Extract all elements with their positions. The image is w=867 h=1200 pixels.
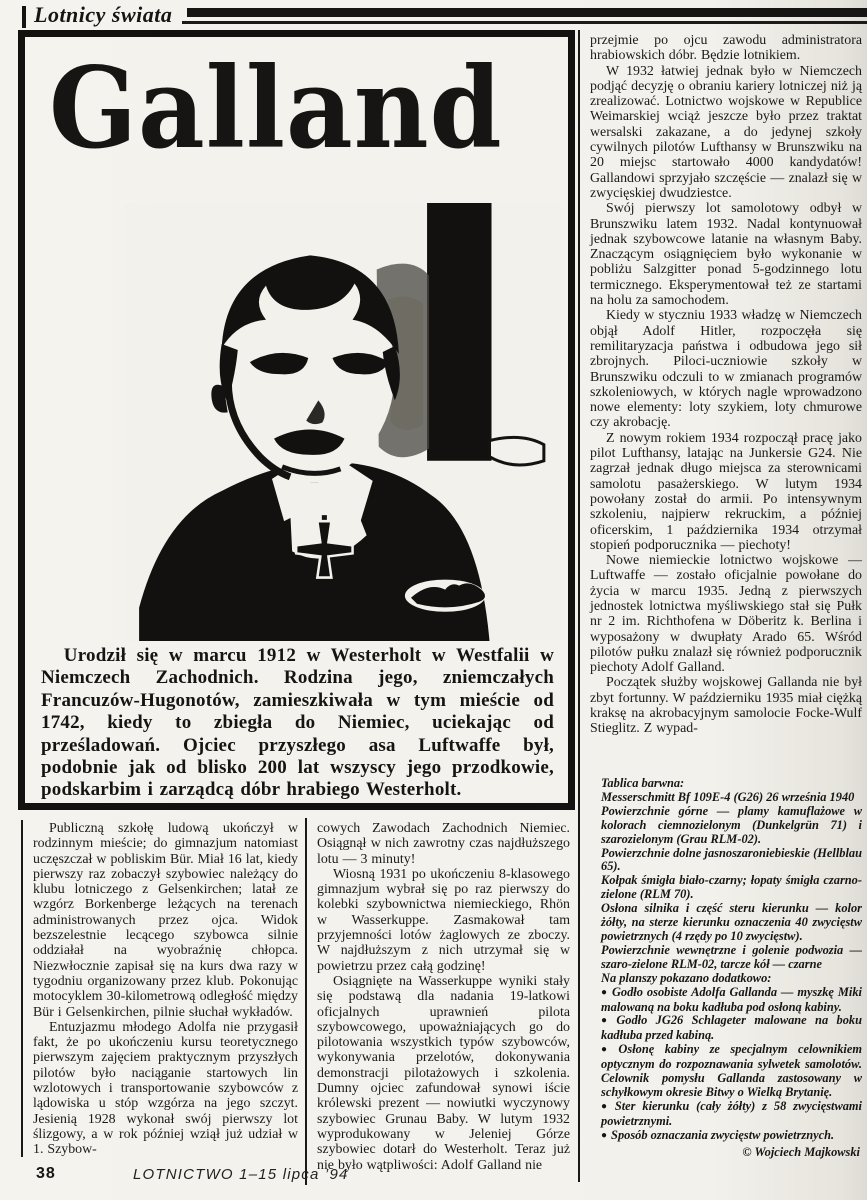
bullet-icon: ● — [601, 1044, 615, 1056]
bullet-text: Godło JG26 Schlageter malowane na boku kadłuba przed kabiną. — [601, 1013, 862, 1043]
paragraph: Swój pierwszy lot samolotowy odbył w Brunszwiku latem 1932. Nadal kontynuował jednak szybowcowe latanie na własnym Baby. Znaczącym osiągnięciem było wykonanie w pobliżu Salzgitter ponad 5-godzinnego lotu termicznego. Eksperymentował też ze startami na holu za samochodem. — [590, 201, 862, 309]
section-label: Lotnicy świata — [34, 2, 173, 27]
background-post — [427, 203, 491, 461]
color-table-line: Tablica barwna: — [601, 776, 685, 790]
paragraph: Entuzjazmu młodego Adolfa nie przygasił fakt, że po ukończeniu kursu teoretycznego pierwszym zajęciem praktycznym przyszłych pilotów było naciąganie startowych lin wzlotowych i transportowanie szybowców z lądowiska u stóp wzgórza na jego szczyt. Jesienią 1928 wykonał swój pierwszy lot ślizgowy, a w rok później wziął już udział w 1. Szybow- — [33, 1019, 298, 1158]
bullet-icon: ● — [601, 1129, 608, 1141]
paragraph: Osiągnięte na Wasserkuppe wyniki stały się podstawą dla nadania 19-latkowi oficjalnych uprawnień pilota szybowcowego, upoważniających go do pilotowania wszystkich typów szybowców, wykonywania przelotów, dokonywania demonstracji pilotażowych i szkolenia. Dumny ojciec zafundował synowi iście królewski prezent — nowiutki wyczynowy szybowiec Grunau Baby. W lutym 1932 wyprodukowany w Jeleniej Górze szybowiec dotarł do Westerholt. Teraz już nie było wątpliwości: Adolf Galland nie — [317, 973, 570, 1173]
bullet-item — [601, 1043, 862, 1100]
paragraph: Nowe niemieckie lotnictwo wojskowe — Luftwaffe — zostało oficjalnie powołane do życia w marcu 1935. Jedną z pierwszych jednostek lotnictwa myśliwskiego stał się Pułk nr 2 im. Richthofena w Döberitz k. Berlina i wyposażony w dwupłaty Arado 65. Wśród pilotów pułku znalazł się również podporucznik piechoty Adolf Galland. — [590, 553, 862, 676]
eagle-badge-icon — [405, 580, 486, 612]
column-rule-middle — [305, 818, 307, 1185]
body-column-2 — [317, 821, 570, 1173]
color-table-line: Powierzchnie dolne jasnoszaroniebieskie (Hellblau 65). — [601, 845, 862, 874]
paragraph: przejmie po ojcu zawodu administratora hrabiowskich dóbr. Będzie lotnikiem. — [590, 33, 862, 64]
column-rule-right — [578, 30, 580, 1182]
bullet-text: Sposób oznaczania zwycięstw powietrznych. — [611, 1127, 835, 1142]
color-table-line: Powierzchnie wewnętrzne i golenie podwozia — szaro-zielone RLM-02, tarcze kół — czarne — [601, 942, 862, 971]
paragraph: Wiosną 1931 po ukończeniu 8-klasowego gimnazjum wybrał się po raz pierwszy do kolebki szybownictwa niemieckiego, Rhön w Wasserkuppe. Zasmakował tam przyjemności lotów żaglowych ze zboczy. W najdłuższym z nich utrzymał się w powietrzu przez całą godzinę! — [317, 866, 570, 974]
bullet-item — [601, 1129, 862, 1144]
page-footer — [0, 1163, 560, 1193]
color-table-line: Kołpak śmigła biało-czarny; łopaty śmigła czarno-zielone (RLM 70). — [601, 873, 862, 902]
intro-block — [41, 645, 554, 802]
header-rule-thin — [182, 21, 867, 24]
body-column-1 — [33, 821, 298, 1161]
bullet-item — [601, 986, 862, 1015]
column-rule-left — [21, 820, 23, 1157]
bullet-icon: ● — [601, 1015, 613, 1027]
bullet-text: Ster kierunku (cały żółty) z 58 zwycięstwami powietrznymi. — [601, 1098, 863, 1128]
header-tick-mark — [22, 6, 26, 28]
bullet-icon: ● — [601, 1100, 611, 1112]
paragraph: Z nowym rokiem 1934 rozpoczął pracę jako pilot Lufthansy, latając na Junkersie G24. Nie zagrzał jednak długo miejsca za sterownicami samolotu pasażerskiego. W lutym 1934 powołany został do armii. Po intensywnym szkoleniu, najpierw rekruckim, a później oficerskim, 1 października 1934 otrzymał stopień podporucznika — piechoty! — [590, 430, 862, 553]
bullet-item — [601, 1014, 862, 1043]
body-column-3 — [590, 33, 862, 775]
paragraph: W 1932 łatwiej jednak było w Niemczech podjąć decyzję o obraniu kariery lotniczej niż ją zrealizować. Lotnictwo wojskowe w Republice Weimarskiej wciąż jeszcze było przez traktat wersalski zakazane, a do jedynej szkoły cywilnych pilotów Lufthansy w Brunszwiku na 20 miejsc startowało 4000 kandydatów! Gallandowi sprzyjało szczęście — znalazł się w zwycięskiej dwudziestce. — [590, 63, 862, 201]
bullet-icon: ● — [601, 986, 608, 998]
portrait-illustration — [125, 203, 563, 641]
color-table-line: Na planszy pokazano dodatkowo: — [601, 970, 772, 985]
paragraph: Kiedy w styczniu 1933 władzę w Niemczech objął Adolf Hitler, rozpoczęła się remilitaryzacja państwa i odbudowa jego sił zbrojnych. Piloci-uczniowie szkoły w Brunszwiku odczuli to w zmianach programów szkoleniowych, w których nagle wprowadzono nowe elementy: loty szykiem, loty chmurowe czy akrobację. — [590, 308, 862, 431]
color-table-line: Messerschmitt Bf 109E-4 (G26) 26 września 1940 — [601, 789, 855, 804]
bullet-item — [601, 1100, 862, 1129]
paragraph: Początek służby wojskowej Gallanda nie był zbyt fortunny. W październiku 1935 miał ciężką kraksę na akrobacyjnym samolocie Focke-Wulf Stieglitz. Z wypad- — [590, 675, 862, 737]
color-table-line: Powierzchnie górne — plamy kamuflażowe w kolorach ciemnozielonym (Dunkelgrün 71) i szarozielonym (Grau RLM-02). — [601, 803, 862, 846]
paragraph: Publiczną szkołę ludową ukończył w rodzinnym mieście; do gimnazjum natomiast uczęszczał w pobliskim Bür. Miał 16 lat, kiedy pierwszy raz zobaczył szybowiec należący do klubu lotniczego z Gelsenkirchen; latał ze wzgórz Borkenberge leżących na terenach administrowanych przez ojca. Widok bezszelestnie lecącego szybowca silnie oddziałał na wyobraźnię chłopca. Niezwłocznie zapisał się na kurs dwa razy w tygodniu organizowany przez klub. Pokonując motocyklem 30-kilometrową odległość między Bür i Gelsenkirchen, pilnie słuchał wykładów. — [33, 821, 298, 1020]
credit-line: © Wojciech Majkowski — [742, 1144, 860, 1159]
page-number: 38 — [36, 1165, 56, 1182]
bullet-text: Osłonę kabiny ze specjalnym celownikiem optycznym do rozpoznawania sylwetek samolotów. Celownik pomysłu Gallanda zastosowany w schyłkowym okresie Bitwy o Wielką Brytanię. — [601, 1042, 862, 1099]
color-table-line: Osłona silnika i część steru kierunku — kolor żółty, na sterze kierunku oznaczenia 40 zwycięstw powietrznych (4 rzędy po 10 zwycięstw). — [601, 901, 862, 943]
paragraph: cowych Zawodach Zachodnich Niemiec. Osiągnął w nich zawrotny czas najdłuższego lotu — 3 minuty! — [317, 821, 570, 867]
intro-paragraph: Urodził się w marcu 1912 w Westerholt w Westfalii w Niemczech Zachodnich. Rodzina jego, zniemczałych Francuzów-Hugonotów, zamieszkiwała w tym mieście od 1742, kiedy to zbiegła do Niemiec, uciekając od prześladowań. Ojciec przyszłego asa Luftwaffe był, podobnie jak od blisko 200 lat wszyscy jego przodkowie, podskarbim i zarządcą dóbr hrabiego Westerholt. — [41, 645, 554, 801]
header-rule-thick — [187, 8, 867, 17]
portrait-photo — [125, 203, 563, 641]
color-table — [601, 777, 862, 1159]
issue-title: LOTNICTWO 1–15 lipca ’94 — [133, 1166, 349, 1183]
bullet-text: Godło osobiste Adolfa Gallanda — myszkę Miki malowaną na boku kadłuba pod osłoną kabiny. — [601, 984, 862, 1014]
article-title: Galland — [49, 43, 503, 175]
article-frame — [18, 30, 575, 810]
